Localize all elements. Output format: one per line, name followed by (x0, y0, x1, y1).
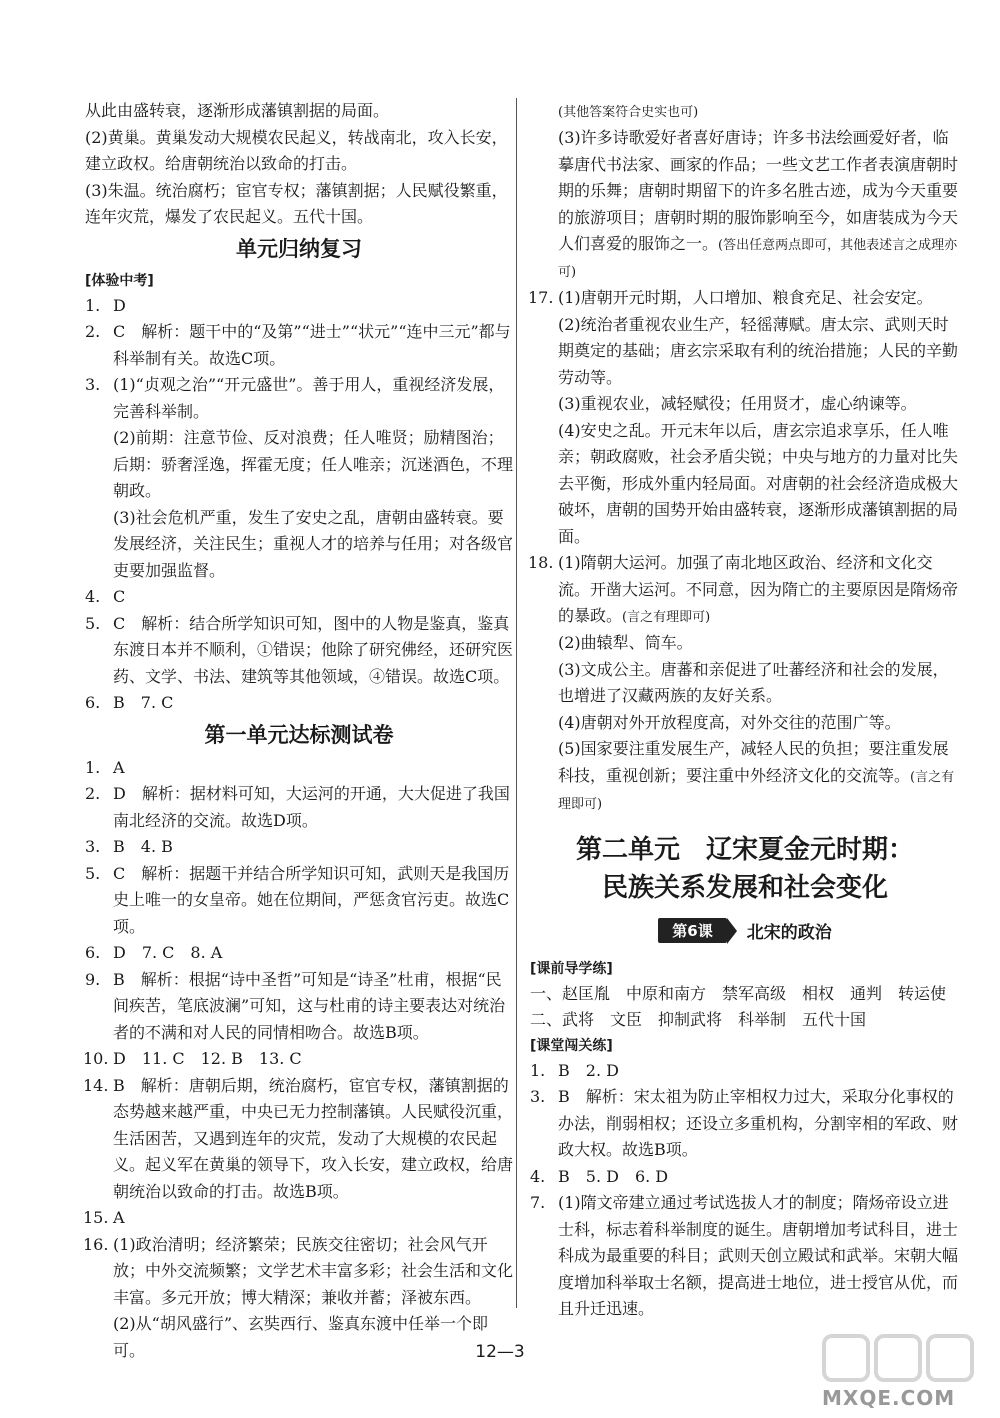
answer-subitem: (2)从“胡风盛行”、玄奘西行、鉴真东渡中任举一个即可。 (113, 1314, 489, 1360)
note-text: (言之有理即可) (622, 610, 711, 625)
answer-item (530, 1190, 960, 1323)
answer-item (85, 293, 513, 320)
page-number: 12—3 (475, 1342, 525, 1362)
section-tag: [体验中考] (85, 272, 154, 289)
answer-subitem: (4)唐朝对外开放程度高，对外交往的范围广等。 (558, 712, 901, 732)
item-number: 14. (83, 1075, 109, 1095)
text-line: (3)朱温。统治腐朽；宦官专权；藩镇割据；人民赋役繁重，连年灾荒，爆发了农民起义。五代十国。 (85, 180, 508, 226)
item-number: 9. (85, 969, 101, 989)
item-text: B 4. B (113, 837, 173, 856)
item-text: A (113, 1208, 125, 1227)
item-number: 16. (83, 1234, 109, 1254)
item-number: 3. (530, 1087, 546, 1106)
answer-item (85, 940, 513, 967)
item-text: B 解析：根据“诗中圣哲”可知是“诗圣”杜甫，根据“民间疾苦，笔底波澜”可知，这与杜甫的诗主要表达对统治者的不满和对人民的同情相吻合。故选B项。 (113, 969, 506, 1042)
watermark-text: MXQE.COM (822, 1386, 956, 1410)
left-column (85, 98, 513, 1364)
item-text: C 解析：结合所学知识可知，图中的人物是鉴真，鉴真东渡日本并不顺利，①错误；他除了研究佛经，还研究医药、文学、书法、建筑等其他领域，④错误。故选C项。 (113, 613, 514, 686)
section-heading-test: 第一单元达标测试卷 (204, 722, 394, 747)
item-number: 3. (85, 837, 101, 856)
item-text: (1)隋朝大运河。加强了南北地区政治、经济和文化交流。开凿大运河。不同意，因为隋亡的主要原因是隋炀帝的暴政。 (558, 553, 959, 625)
item-number: 1. (85, 295, 101, 315)
answer-item (530, 285, 960, 312)
answer-subitem: (2)统治者重视农业生产，轻徭薄赋。唐太宗、武则天时期奠定的基础；唐玄宗采取有利的统治措施；人民的辛勤劳动等。 (558, 314, 959, 387)
answer-item (85, 611, 513, 691)
item-text: C 解析：据题干并结合所学知识可知，武则天是我国历史上唯一的女皇帝。她在位期间，严惩贪官污吏。故选C项。 (113, 863, 510, 936)
section-tag: [课前导学练] (530, 960, 613, 977)
item-number: 5. (85, 613, 101, 633)
answer-item (530, 550, 960, 630)
item-number: 6. (85, 943, 101, 962)
answer-subitem (530, 125, 960, 285)
answer-item (85, 861, 513, 941)
unit-title-line2: 民族关系发展和社会变化 (601, 872, 888, 903)
item-text: D 7. C 8. A (113, 943, 223, 962)
item-number: 4. (530, 1166, 546, 1186)
item-number: 17. (528, 288, 554, 307)
item-text: D 解析：据材料可知，大运河的开通，大大促进了我国南北经济的交流。故选D项。 (113, 784, 510, 830)
answer-item (85, 1205, 513, 1232)
answer-item (85, 584, 513, 611)
text-line: 二、武将 文臣 抑制武将 科举制 五代十国 (530, 1010, 867, 1029)
item-text: B 5. D 6. D (558, 1166, 669, 1186)
item-text: C 解析：题干中的“及第”“进士”“状元”“连中三元”都与科举制有关。故选C项。 (113, 322, 511, 368)
item-text: (1)隋文帝建立通过考试选拔人才的制度；隋炀帝设立进士科，标志着科举制度的诞生。唐朝增加考试科目，进士科成为最重要的科目；武则天创立殿试和武举。宋朝大幅度增加科举取士名额，提高进士地位，进士授官从优，而且升迁迅速。 (558, 1193, 959, 1318)
item-number: 7. (530, 1193, 546, 1212)
answer-subitem: (3)文成公主。唐蕃和亲促进了吐蕃经济和社会的发展，也增进了汉藏两族的友好关系。 (558, 659, 949, 705)
item-text: B 解析：唐朝后期，统治腐朽，宦官专权，藩镇割据的态势越来越严重，中央已无力控制藩镇。人民赋役沉重，生活困苦，又遇到连年的灾荒，发动了大规模的农民起义。起义军在黄巢的领导下，攻入长安，建立政权，给唐朝统治以致命的打击。故选B项。 (113, 1075, 514, 1201)
item-text: B 2. D (558, 1060, 619, 1080)
answer-item (85, 967, 513, 1047)
item-text: D 11. C 12. B 13. C (113, 1049, 302, 1068)
note-text: (答出任意两点即可，其他表述言之成理亦可) (558, 238, 958, 280)
text-line: (2)黄巢。黄巢发动大规模农民起义，转战南北，攻入长安，建立政权。给唐朝统治以致命的打击。 (85, 127, 508, 173)
item-text: (1)“贞观之治”“开元盛世”。善于用人，重视经济发展，完善科举制。 (113, 375, 505, 421)
column-divider (516, 98, 517, 1308)
lesson-title: 北宋的政治 (746, 923, 832, 943)
item-text: A (113, 757, 125, 777)
lesson-number-badge: 第6课 (658, 918, 726, 943)
item-number: 4. (85, 587, 101, 606)
answer-subitem: (3)重视农业，减轻赋役；任用贤才，虚心纳谏等。 (558, 394, 917, 413)
answer-item (530, 1084, 960, 1164)
answer-item (85, 319, 513, 372)
answer-item (85, 834, 513, 861)
item-number: 6. (85, 693, 101, 712)
item-number: 1. (530, 1060, 546, 1080)
item-text: D (113, 295, 126, 315)
item-number: 10. (83, 1049, 109, 1068)
answer-item (85, 755, 513, 782)
text-line: 从此由盛转衰，逐渐形成藩镇割据的局面。 (85, 101, 390, 120)
item-number: 2. (85, 322, 101, 341)
answer-subitem: (2)曲辕犁、筒车。 (558, 633, 693, 652)
item-text: (3)许多诗歌爱好者喜好唐诗；许多书法绘画爱好者，临摹唐代书法家、画家的作品；一些文艺工作者表演唐朝时期的乐舞；唐朝时期留下的许多名胜古迹，成为今天重要的旅游项目；唐朝时期的服饰影响至今，如唐装成为今天人们喜爱的服饰之一。 (558, 128, 959, 253)
answer-subitem: (2)前期：注意节俭、反对浪费；任人唯贤；励精图治；后期：骄奢淫逸，挥霍无度；任人唯亲；沉迷酒色，不理朝政。 (113, 428, 514, 500)
answer-subitem (530, 736, 960, 817)
unit-title-line1: 第二单元 辽宋夏金元时期： (575, 834, 914, 865)
section-heading-review: 单元归纳复习 (236, 236, 362, 261)
item-text: B 解析：宋太祖为防止宰相权力过大，采取分化事权的办法，削弱相权；还设立多重机构，分割宰相的军政、财政大权。故选B项。 (558, 1087, 959, 1159)
answer-item (85, 690, 513, 717)
note-text: (其他答案符合史实也可) (558, 105, 699, 120)
item-number: 3. (85, 375, 101, 394)
answer-subitem: (4)安史之乱。开元末年以后，唐玄宗追求享乐，任人唯亲；朝政腐败，社会矛盾尖锐；中央与地方的力量对比失去平衡，形成外重内轻局面。对唐朝的社会经济造成极大破坏，唐朝的国势开始由盛转衰，逐渐形成藩镇割据的局面。 (558, 420, 959, 546)
answer-item (85, 1046, 513, 1073)
item-number: 5. (85, 863, 101, 883)
answer-item (530, 1164, 960, 1191)
note-text: (言之有理即可) (558, 769, 955, 812)
answer-item (530, 1058, 960, 1085)
lesson-header (530, 917, 960, 945)
answer-item (85, 1073, 513, 1206)
text-line: 一、赵匡胤 中原和南方 禁军高级 相权 通判 转运使 (530, 983, 947, 1003)
item-number: 1. (85, 757, 101, 777)
right-column (530, 98, 960, 1323)
item-text: C (113, 587, 126, 606)
answer-subitem: (3)社会危机严重，发生了安史之乱，唐朝由盛转衰。要发展经济，关注民生；重视人才的培养与任用；对各级官吏要加强监督。 (113, 507, 514, 580)
item-text: (1)政治清明；经济繁荣；民族交往密切；社会风气开放；中外交流频繁；文学艺术丰富多彩；社会生活和文化丰富。多元开放；博大精深；兼收并蓄；泽被东西。 (113, 1234, 514, 1307)
item-number: 2. (85, 784, 101, 803)
item-text: B 7. C (113, 693, 174, 712)
item-text: (5)国家要注重发展生产，减轻人民的负担；要注重发展科技，重视创新；要注重中外经济文化的交流等。 (558, 739, 949, 785)
item-number: 15. (83, 1208, 109, 1227)
answer-item (85, 781, 513, 834)
answer-note (530, 98, 960, 125)
item-text: (1)唐朝开元时期，人口增加、粮食充足、社会安定。 (558, 288, 933, 307)
answer-item (85, 372, 513, 425)
item-number: 18. (528, 553, 554, 572)
section-tag: [课堂闯关练] (530, 1037, 613, 1054)
answer-item (85, 1232, 513, 1312)
